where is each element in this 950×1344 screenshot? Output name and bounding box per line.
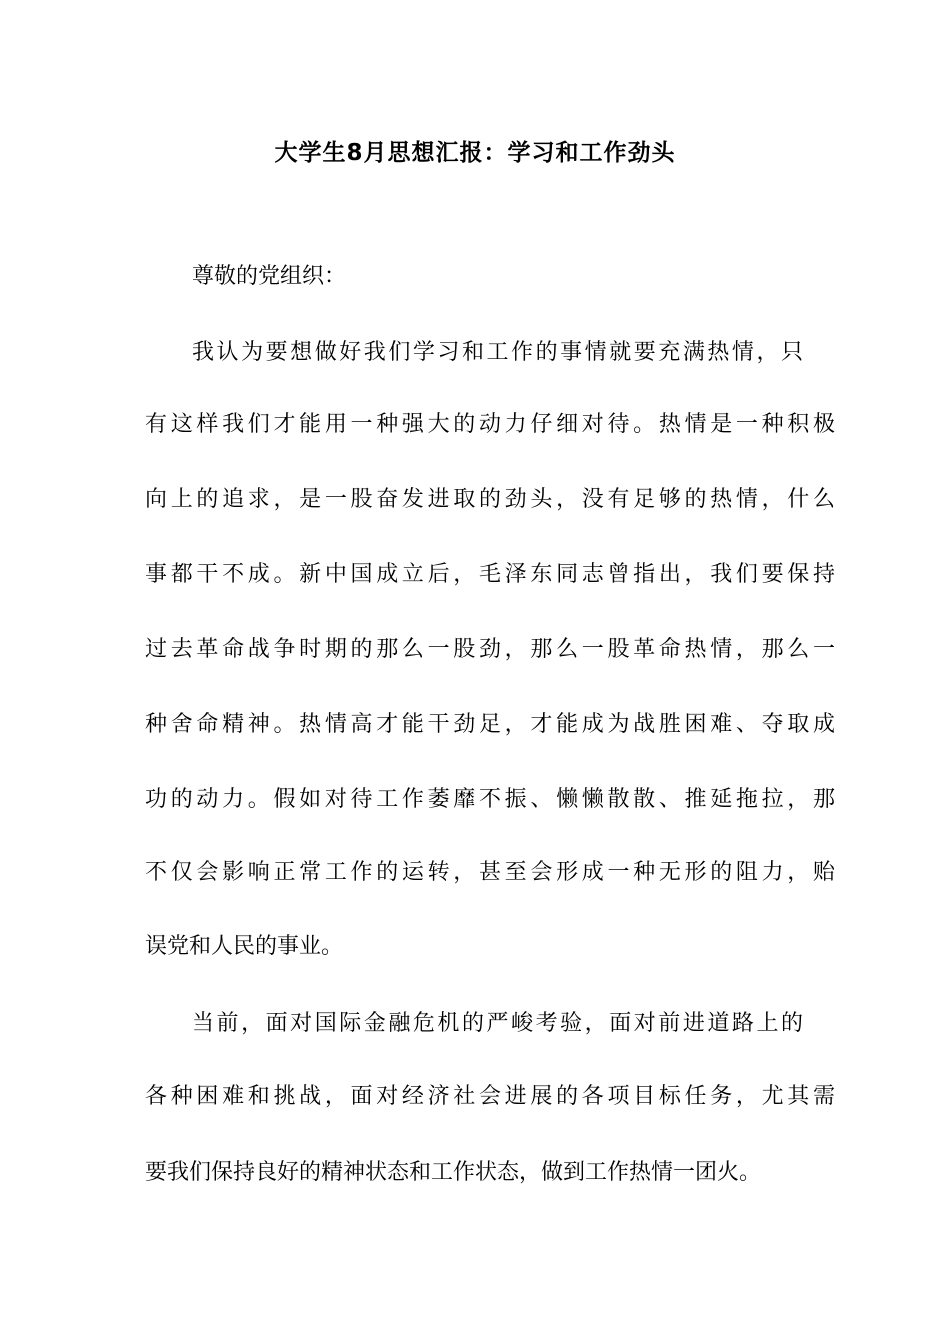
paragraph-line: 当前，面对国际金融危机的严峻考验，面对前进道路上的 — [192, 1011, 803, 1036]
salutation: 尊敬的党组织： — [192, 264, 347, 289]
paragraph-line: 功的动力。假如对待工作萎靡不振、懒懒散散、推延拖拉，那 — [145, 787, 835, 812]
paragraph-line: 我认为要想做好我们学习和工作的事情就要充满热情，只 — [192, 340, 803, 365]
paragraph-line: 各种困难和挑战，面对经济社会进展的各项目标任务，尤其需 — [145, 1084, 835, 1109]
paragraph-line: 向上的追求，是一股奋发进取的劲头，没有足够的热情，什么 — [145, 487, 835, 512]
paragraph-line: 有这样我们才能用一种强大的动力仔细对待。热情是一种积极 — [145, 412, 835, 437]
paragraph-line: 要我们保持良好的精神状态和工作状态，做到工作热情一团火。 — [145, 1160, 762, 1185]
paragraph-line: 不仅会影响正常工作的运转，甚至会形成一种无形的阻力，贻 — [145, 860, 835, 885]
paragraph-line: 误党和人民的事业。 — [145, 934, 344, 959]
paragraph-line: 种舍命精神。热情高才能干劲足，才能成为战胜困难、夺取成 — [145, 712, 835, 737]
paragraph-line: 过去革命战争时期的那么一股劲，那么一股革命热情，那么一 — [145, 637, 835, 662]
paragraph-line: 事都干不成。新中国成立后，毛泽东同志曾指出，我们要保持 — [145, 562, 835, 587]
document-title: 大学生8月思想汇报：学习和工作劲头 — [274, 140, 676, 166]
